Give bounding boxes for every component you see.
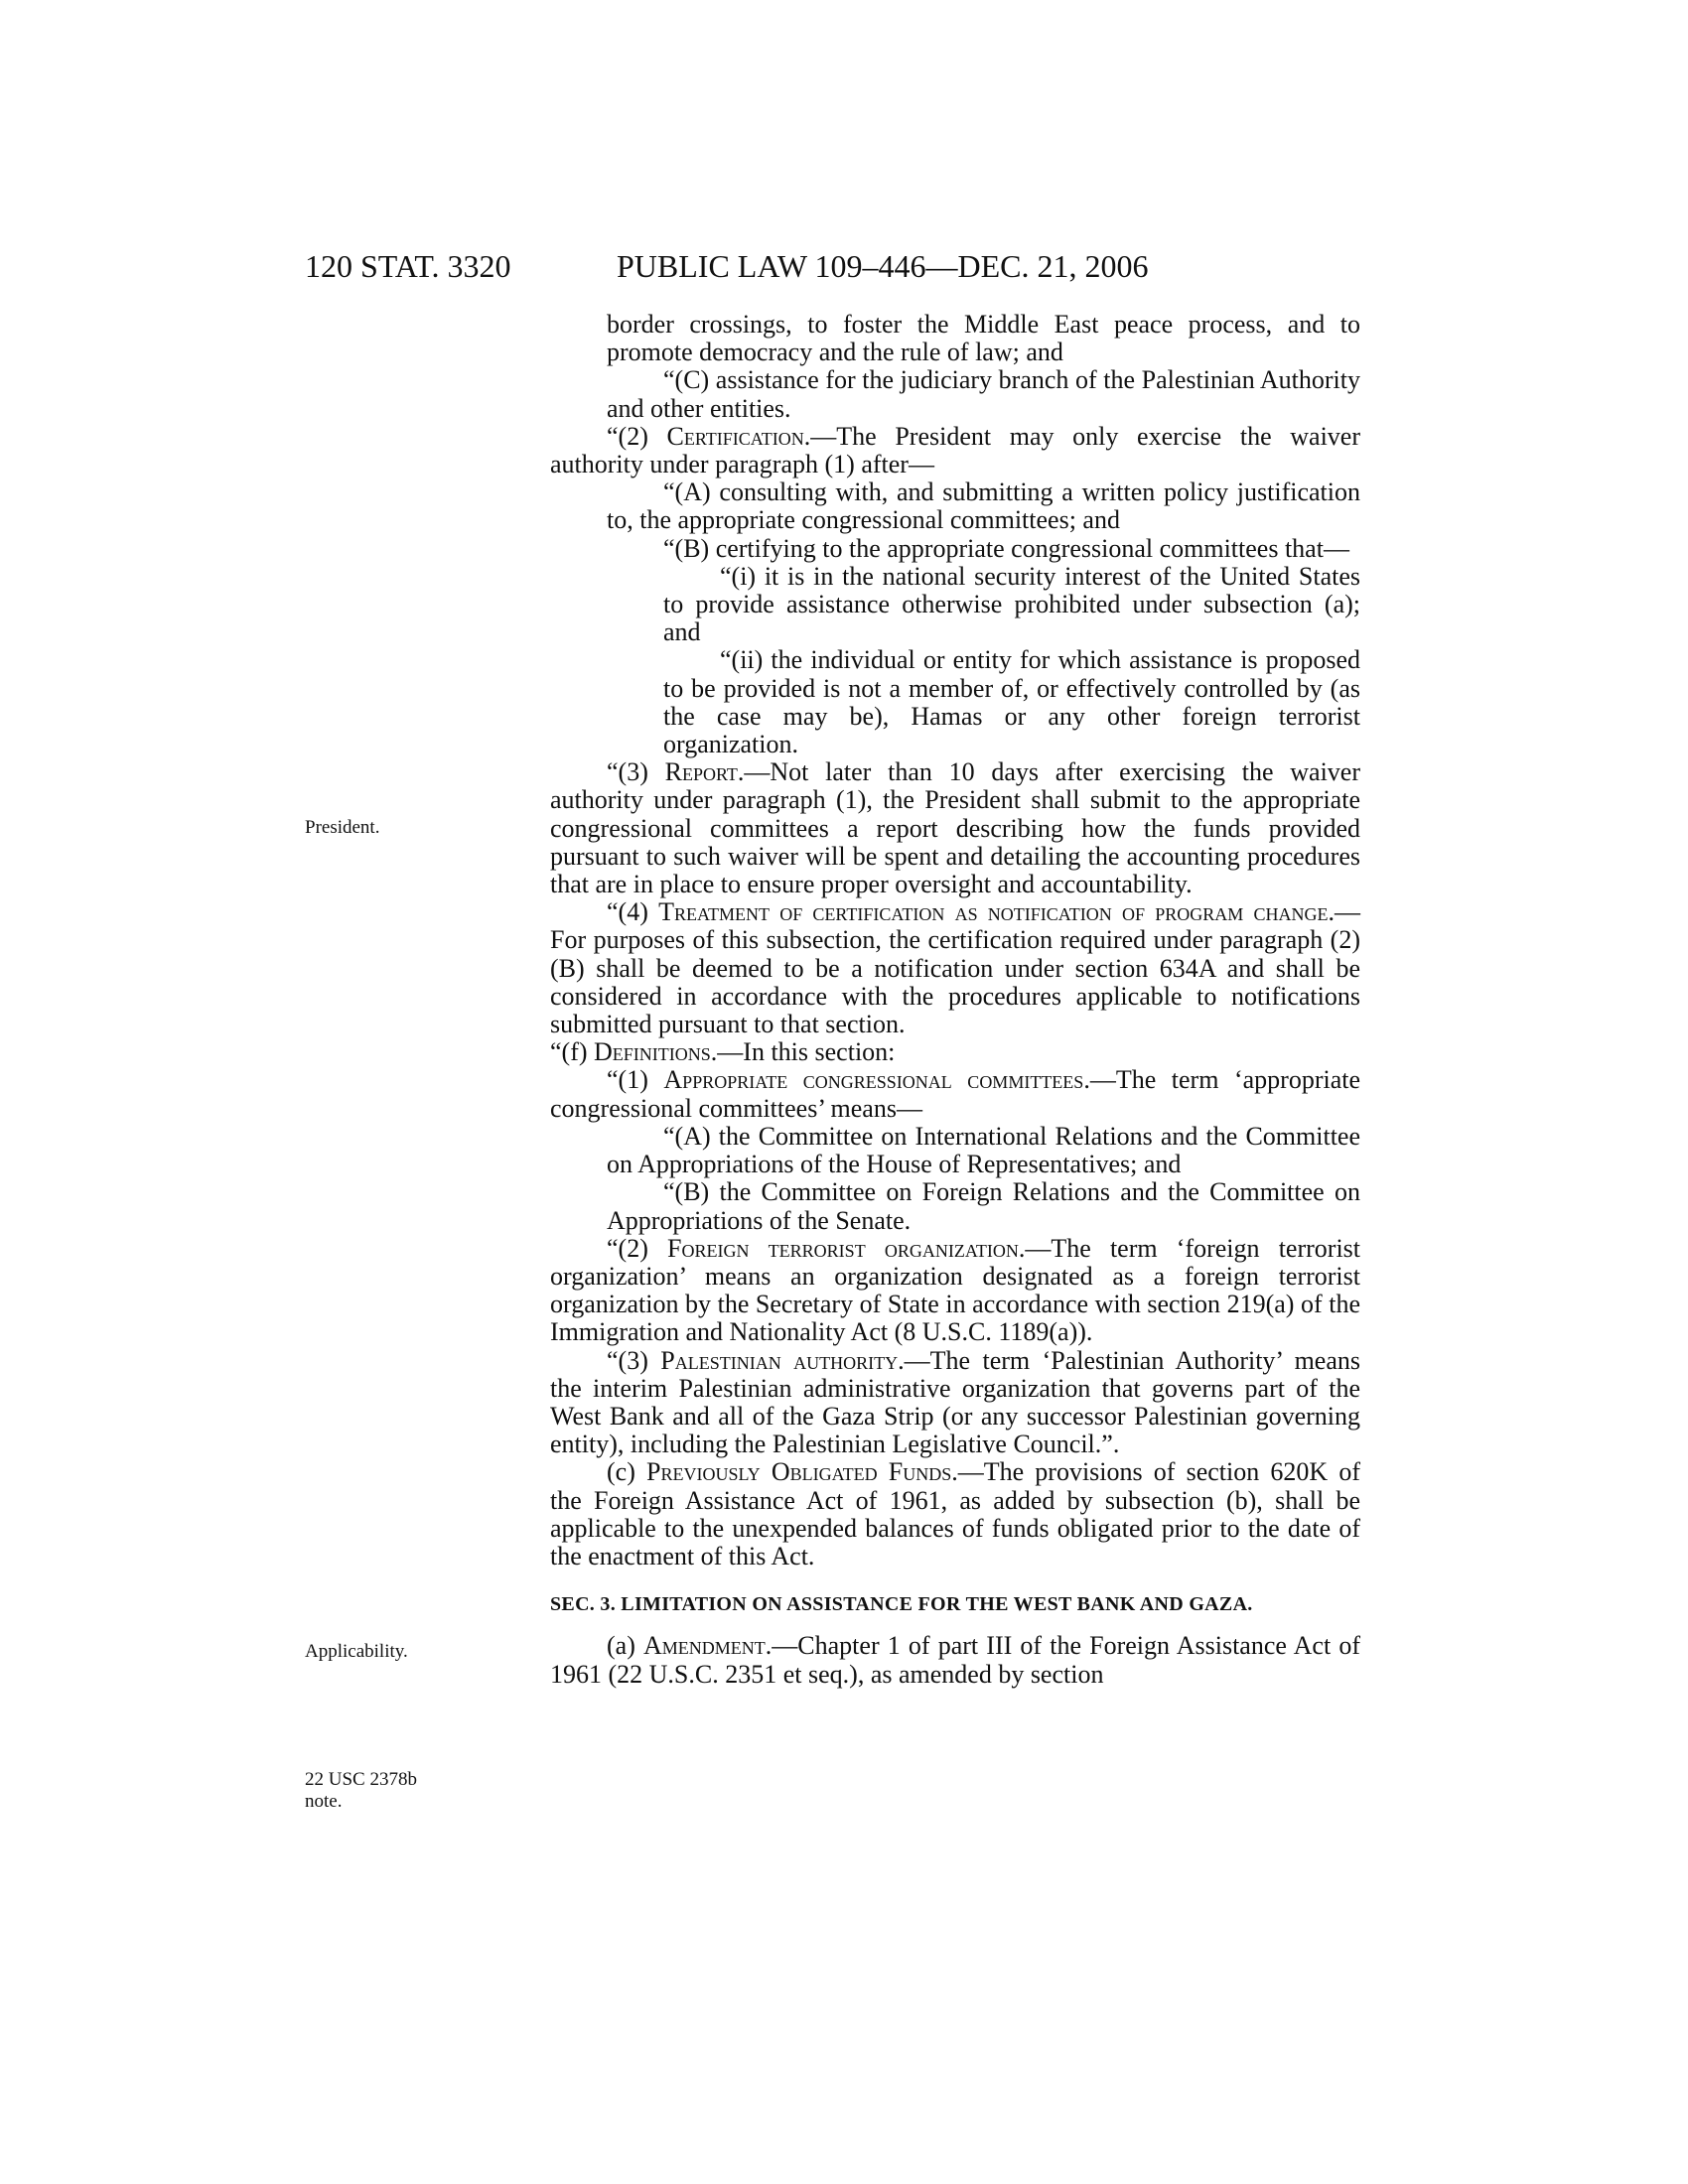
paragraph: “(A) consulting with, and submitting a written policy justification to, the appropriate congressional committees; and: [607, 478, 1360, 535]
paragraph-heading: Foreign terrorist organization: [667, 1233, 1019, 1263]
paragraph-heading: Amendment: [643, 1631, 766, 1661]
margin-note-president: President.: [305, 817, 380, 838]
paragraph: “(1) Appropriate congressional committees.—The term ‘appropriate congressional committees’ means—: [550, 1065, 1361, 1123]
paragraph-heading: Previously Obligated Funds: [646, 1457, 952, 1487]
paragraph: “(A) the Committee on International Relations and the Committee on Appropriations of the House of Representatives; and: [607, 1121, 1360, 1179]
paragraph: (a) Amendment.—Chapter 1 of part III of the Foreign Assistance Act of 1961 (22 U.S.C. 2351 et seq.), as amended by section: [550, 1631, 1360, 1689]
paragraph-heading: Certification: [666, 421, 804, 451]
section-heading: SEC. 3. LIMITATION ON ASSISTANCE FOR THE WEST BANK AND GAZA.: [550, 1593, 1253, 1616]
statute-page-reference: 120 STAT. 3320: [305, 248, 511, 284]
public-law-title: PUBLIC LAW 109–446—DEC. 21, 2006: [617, 248, 1149, 284]
body-text-column: [550, 311, 1360, 1689]
paragraph: “(ii) the individual or entity for which assistance is proposed to be provided is not a member of, or effectively controlled by (as the case may be), Hamas or any other foreign terrorist organization.: [663, 645, 1360, 759]
paragraph: “(4) Treatment of certification as notification of program change.—For purposes of this subsection, the certification required under paragraph (2)(B) shall be deemed to be a notification under section 634A and shall be considered in accordance with the procedures applicable to notifications submitted pursuant to that section.: [550, 897, 1360, 1039]
paragraph-heading: Report: [664, 757, 738, 787]
paragraph-heading: Appropriate congressional committees: [663, 1065, 1084, 1095]
paragraph-heading: Definitions: [594, 1037, 711, 1067]
margin-note-usc-citation: [305, 1769, 417, 1813]
paragraph: “(3) Palestinian authority.—The term ‘Palestinian Authority’ means the interim Palestinian administrative organization that governs part of the West Bank and all of the Gaza Strip (or any successor Palestinian governing entity), including the Palestinian Legislative Council.”.: [550, 1345, 1361, 1459]
paragraph: “(B) the Committee on Foreign Relations and the Committee on Appropriations of the Senate.: [607, 1177, 1360, 1235]
paragraph: “(i) it is in the national security interest of the United States to provide assistance otherwise prohibited under subsection (a); and: [663, 561, 1360, 647]
paragraph: “(B) certifying to the appropriate congressional committees that—: [663, 533, 1349, 563]
paragraph: “(3) Report.—Not later than 10 days after exercising the waiver authority under paragraph (1), the President shall submit to the appropriate congressional committees a report describing how the funds provided pursuant to such waiver will be spent and detailing the accounting procedures that are in place to ensure proper oversight and accountability.: [550, 757, 1361, 899]
margin-note-applicability: Applicability.: [305, 1641, 408, 1662]
paragraph: “(2) Foreign terrorist organization.—The term ‘foreign terrorist organization’ means an organization designated as a foreign terrorist organization by the Secretary of State in accordance with section 219(a) of the Immigration and Nationality Act (8 U.S.C. 1189(a)).: [550, 1233, 1361, 1347]
paragraph: (c) Previously Obligated Funds.—The provisions of section 620K of the Foreign Assistance Act of 1961, as added by subsection (b), shall be applicable to the unexpended balances of funds obligated prior to the date of the enactment of this Act.: [550, 1457, 1360, 1570]
paragraph: “(f) Definitions.—In this section:: [550, 1037, 896, 1067]
paragraph-heading: Palestinian authority: [660, 1345, 899, 1375]
paragraph: “(2) Certification.—The President may only exercise the waiver authority under paragraph (1) after—: [550, 421, 1361, 479]
paragraph: border crossings, to foster the Middle East peace process, and to promote democracy and the rule of law; and: [607, 310, 1360, 367]
usc-citation-line: note.: [305, 1791, 343, 1812]
usc-citation-line: 22 USC 2378b: [305, 1769, 417, 1790]
paragraph: “(C) assistance for the judiciary branch of the Palestinian Authority and other entities.: [607, 365, 1360, 423]
paragraph-heading: Treatment of certification as notification of program change: [658, 897, 1329, 927]
